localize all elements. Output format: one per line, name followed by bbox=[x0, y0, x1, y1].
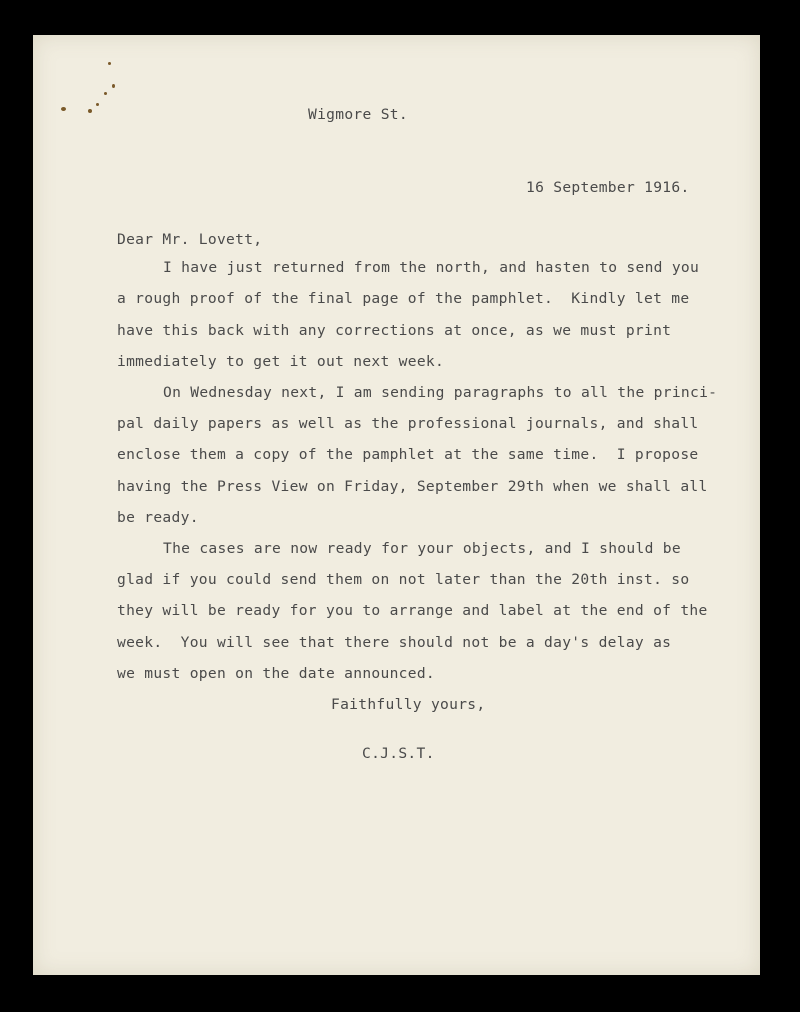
body-line: week. You will see that there should not be a day's delay as bbox=[117, 634, 672, 651]
closing: Faithfully yours, bbox=[331, 696, 486, 713]
ink-stain-mark bbox=[112, 84, 115, 88]
ink-stain-mark bbox=[104, 92, 107, 95]
body-line: immediately to get it out next week. bbox=[117, 353, 445, 370]
body-line: enclose them a copy of the pamphlet at the same time. I propose bbox=[117, 446, 699, 463]
body-line: they will be ready for you to arrange and label at the end of the bbox=[117, 602, 708, 619]
body-line: On Wednesday next, I am sending paragraphs to all the princi- bbox=[163, 384, 718, 401]
signature-initials: C.J.S.T. bbox=[362, 745, 435, 762]
letter-date: 16 September 1916. bbox=[526, 179, 690, 196]
body-line: have this back with any corrections at once, as we must print bbox=[117, 322, 672, 339]
body-line: be ready. bbox=[117, 509, 199, 526]
body-line: The cases are now ready for your objects, and I should be bbox=[163, 540, 681, 557]
ink-stain-mark bbox=[108, 62, 111, 65]
body-line: a rough proof of the final page of the pamphlet. Kindly let me bbox=[117, 290, 690, 307]
body-line: pal daily papers as well as the professional journals, and shall bbox=[117, 415, 699, 432]
body-line: we must open on the date announced. bbox=[117, 665, 436, 682]
body-line: I have just returned from the north, and hasten to send you bbox=[163, 259, 700, 276]
body-line: having the Press View on Friday, September 29th when we shall all bbox=[117, 478, 708, 495]
body-line: glad if you could send them on not later than the 20th inst. so bbox=[117, 571, 690, 588]
sender-address: Wigmore St. bbox=[308, 106, 408, 123]
salutation: Dear Mr. Lovett, bbox=[117, 231, 263, 248]
ink-stain-mark bbox=[96, 103, 99, 106]
ink-stain-mark bbox=[61, 107, 66, 111]
ink-stain-mark bbox=[88, 109, 92, 113]
letter-paper bbox=[33, 35, 760, 975]
